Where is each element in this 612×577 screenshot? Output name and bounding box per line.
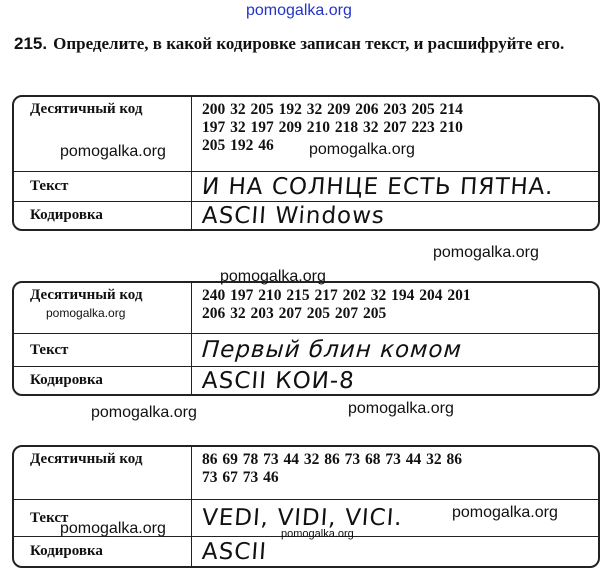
- text-label: Текст: [14, 172, 192, 201]
- encoding-row: [14, 366, 598, 394]
- watermark: pomogalka.org: [309, 141, 415, 158]
- encoding-label: Кодировка: [14, 537, 192, 566]
- decoded-text: Первый блин комом: [201, 337, 463, 363]
- watermark: pomogalka.org: [433, 244, 539, 261]
- task-number: 215.: [14, 34, 48, 53]
- watermark: pomogalka.org: [91, 404, 197, 421]
- decimal-code-values: 200 32 205 192 32 209 206 203 205 214 197 32 197 209 210 218 32 207 223 210 205 192 46: [202, 101, 463, 154]
- decimal-code-values: 240 197 210 215 217 202 32 194 204 201 206 32 203 207 205 207 205: [202, 287, 471, 322]
- watermark: pomogalka.org: [281, 528, 354, 540]
- watermark: pomogalka.org: [452, 504, 558, 521]
- watermark-top: pomogalka.org: [246, 2, 352, 19]
- decoded-text: И НА СОЛНЦЕ ЕСТЬ ПЯТНА.: [201, 173, 555, 200]
- text-row: [14, 333, 598, 366]
- watermark: pomogalka.org: [220, 268, 326, 285]
- watermark: pomogalka.org: [46, 306, 126, 320]
- decimal-code-values: 86 69 78 73 44 32 86 73 68 73 44 32 86 73 67 73 46: [202, 451, 462, 486]
- task-text: Определите, в какой кодировке записан текст, и расшифруйте его.: [53, 34, 565, 53]
- encoding-value: ASCII КОИ-8: [201, 367, 356, 394]
- watermark: pomogalka.org: [60, 520, 166, 537]
- encoding-label: Кодировка: [14, 367, 192, 394]
- encoding-table-1: [12, 95, 600, 231]
- decoded-text: VEDI, VIDI, VICI.: [201, 505, 404, 531]
- encoding-row: [14, 536, 598, 566]
- encoding-value: ASCII Windows: [201, 202, 386, 229]
- text-row: [14, 171, 598, 201]
- encoding-row: [14, 201, 598, 229]
- decimal-code-label: Десятичный код: [14, 447, 192, 499]
- watermark: pomogalka.org: [348, 400, 454, 417]
- decimal-code-label: Десятичный код: [14, 283, 192, 333]
- decimal-code-label: Десятичный код: [14, 97, 192, 171]
- text-label: Текст: [14, 500, 192, 536]
- text-label: Текст: [14, 334, 192, 366]
- decimal-code-row: [14, 447, 598, 499]
- watermark: pomogalka.org: [60, 143, 166, 160]
- encoding-table-2: [12, 281, 600, 396]
- task-statement: [14, 33, 599, 55]
- encoding-value: ASCII: [201, 538, 268, 565]
- encoding-label: Кодировка: [14, 202, 192, 229]
